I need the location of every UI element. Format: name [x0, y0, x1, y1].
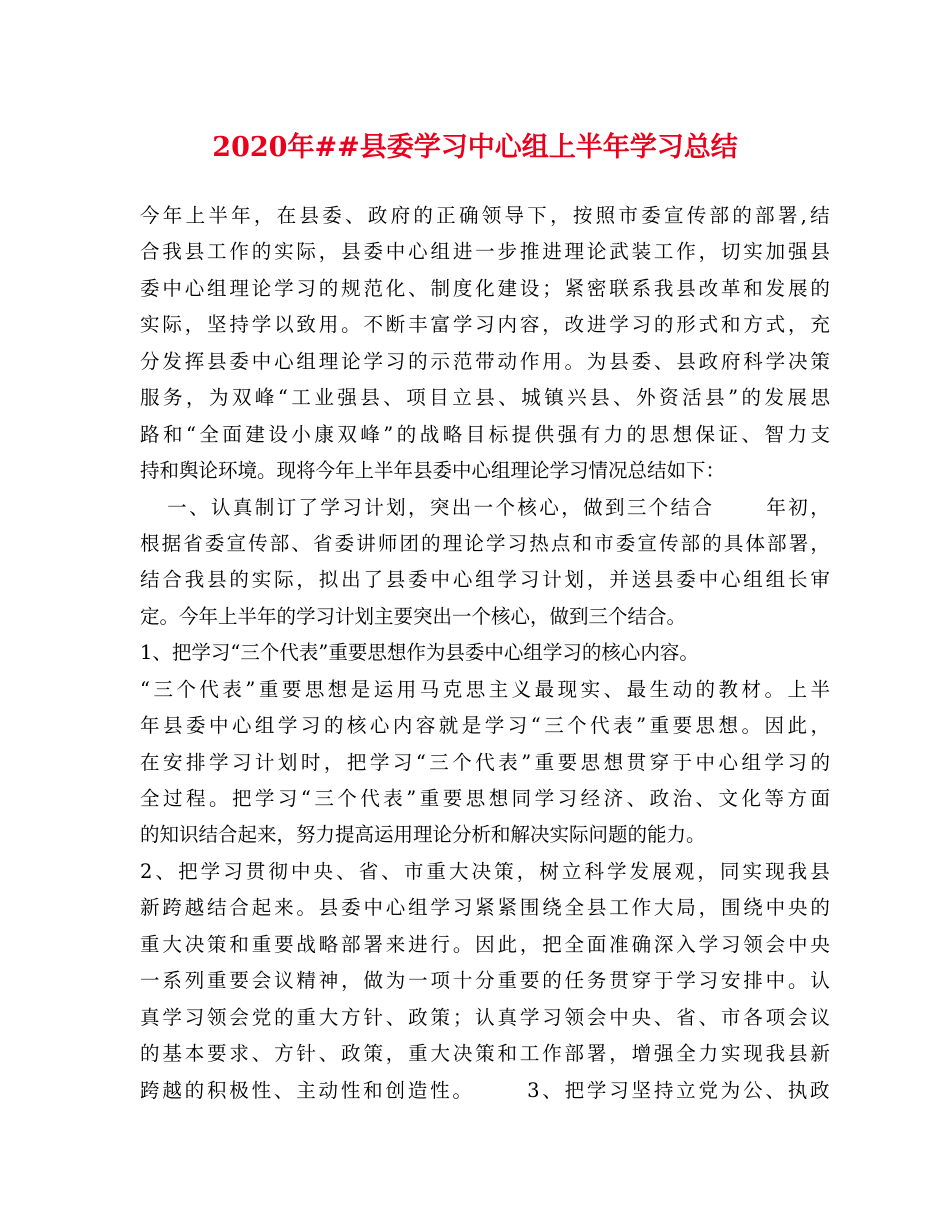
body-line: 路 和 “ 全 面 建 设 小 康 双 峰 ” 的 战 略 目 标 提 供 强 有 力 的 思 想 保 证 、 智 力 支: [140, 422, 830, 446]
body-line: 1、把学习“三个代表”重要思想作为县委中心组学习的核心内容。: [140, 641, 699, 665]
body-line: 新 跨 越 结 合 起 来 。 县 委 中 心 组 学 习 紧 紧 围 绕 全 县 工 作 大 局 ， 围 绕 中 央 的: [140, 896, 830, 920]
body-line: 2 、 把 学 习 贯 彻 中 央 、 省 、 市 重 大 决 策 ， 树 立 科 学 发 展 观 ， 同 实 现 我 县: [140, 859, 830, 883]
body-line: 一 系 列 重 要 会 议 精 神 ， 做 为 一 项 十 分 重 要 的 任 务 贯 穿 于 学 习 安 排 中 。 认: [140, 969, 830, 993]
body-line: “ 三 个 代 表 ” 重 要 思 想 是 运 用 马 克 思 主 义 最 现 实 、 最 生 动 的 教 材 。 上 半: [140, 677, 830, 701]
body-line: 服 务 ， 为 双 峰 “ 工 业 强 县 、 项 目 立 县 、 城 镇 兴 县 、 外 资 活 县 ” 的 发 展 思: [140, 386, 830, 410]
document-body: [140, 198, 830, 1109]
body-line: 委 中 心 组 理 论 学 习 的 规 范 化 、 制 度 化 建 设 ； 紧 密 联 系 我 县 改 革 和 发 展 的: [140, 276, 830, 300]
body-line: 重 大 决 策 和 重 要 战 略 部 署 来 进 行 。 因 此 ， 把 全 面 准 确 深 入 学 习 领 会 中 央: [140, 932, 830, 956]
body-line: 合 我 县 工 作 的 实 际 ， 县 委 中 心 组 进 一 步 推 进 理 论 武 装 工 作 ， 切 实 加 强 县: [140, 240, 830, 264]
body-line: 的 基 本 要 求 、 方 针 、 政 策 ， 重 大 决 策 和 工 作 部 署 ， 增 强 全 力 实 现 我 县 新: [140, 1042, 830, 1066]
body-line: 根 据 省 委 宣 传 部 、 省 委 讲 师 团 的 理 论 学 习 热 点 和 市 委 宣 传 部 的 具 体 部 署 ，: [140, 531, 830, 555]
body-line: 跨 越 的 积 极 性 、 主 动 性 和 创 造 性 。 3 、 把 学 习 坚 持 立 党 为 公 、 执 政: [140, 1078, 830, 1102]
body-line: 实 际 ， 坚 持 学 以 致 用 。 不 断 丰 富 学 习 内 容 ， 改 进 学 习 的 形 式 和 方 式 ， 充: [140, 313, 830, 337]
body-line: 真 学 习 领 会 党 的 重 大 方 针 、 政 策 ； 认 真 学 习 领 会 中 央 、 省 、 市 各 项 会 议: [140, 1005, 830, 1029]
body-line: 在 安 排 学 习 计 划 时 ， 把 学 习 “ 三 个 代 表 ” 重 要 思 想 贯 穿 于 中 心 组 学 习 的: [140, 750, 830, 774]
body-line: 全 过 程 。 把 学 习 “ 三 个 代 表 ” 重 要 思 想 同 学 习 经 济 、 政 治 、 文 化 等 方 面: [140, 787, 830, 810]
body-line: 结 合 我 县 的 实 际 ， 拟 出 了 县 委 中 心 组 学 习 计 划 ， 并 送 县 委 中 心 组 组 长 审: [140, 568, 830, 592]
body-line: 今 年 上 半 年 ， 在 县 委 、 政 府 的 正 确 领 导 下 ， 按 照 市 委 宣 传 部 的 部 署 , 结: [140, 204, 830, 227]
body-line: 持和舆论环境。现将今年上半年县委中心组理论学习情况总结如下：: [140, 459, 726, 483]
document-title: 2020年##县委学习中心组上半年学习总结: [212, 132, 738, 163]
body-line: 的知识结合起来，努力提高运用理论分析和解决实际问题的能力。: [140, 823, 706, 847]
body-line: 一 、 认 真 制 订 了 学 习 计 划 ， 突 出 一 个 核 心 ， 做 到 三 个 结 合 年 初 ，: [167, 495, 830, 519]
body-line: 分 发 挥 县 委 中 心 组 理 论 学 习 的 示 范 带 动 作 用 。 为 县 委 、 县 政 府 科 学 决 策: [140, 349, 830, 373]
body-line: 年 县 委 中 心 组 学 习 的 核 心 内 容 就 是 学 习 “ 三 个 代 表 ” 重 要 思 想 。 因 此 ，: [140, 714, 830, 738]
body-line: 定。今年上半年的学习计划主要突出一个核心，做到三个结合。: [140, 604, 687, 628]
